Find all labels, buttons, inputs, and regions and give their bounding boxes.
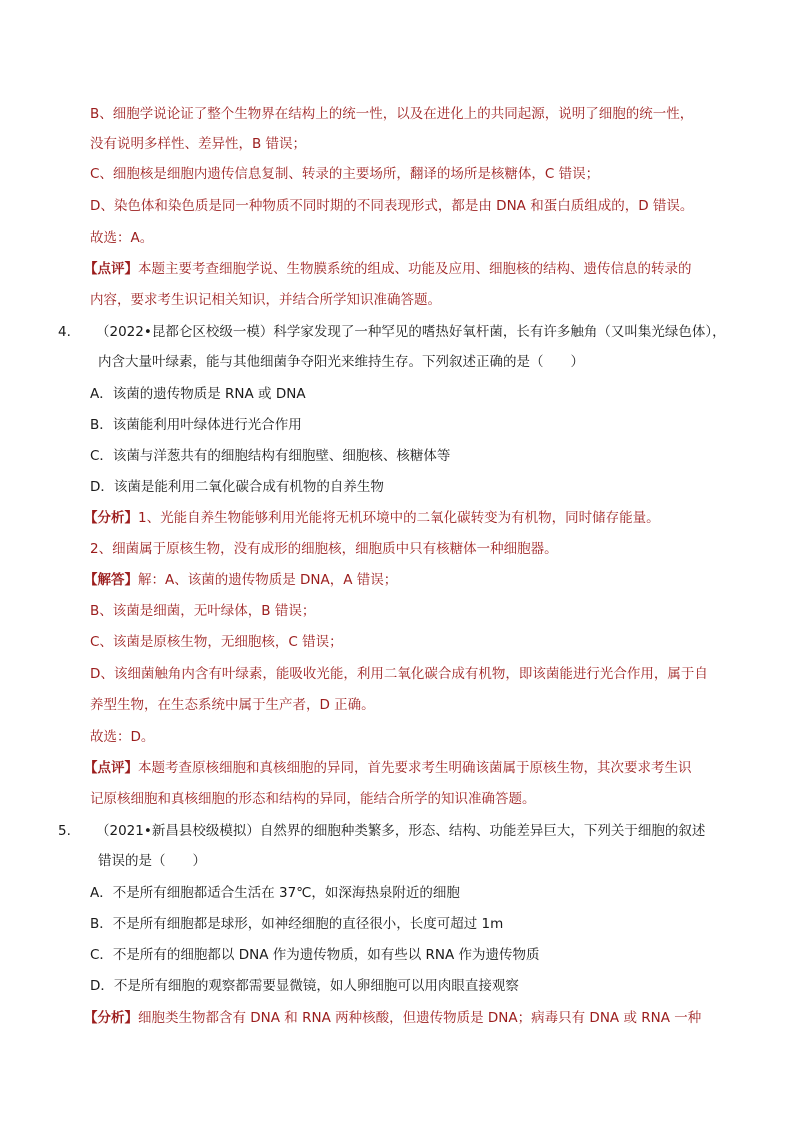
q4-stem-line2: 内含大量叶绿素，能与其他细菌争夺阳光来维持生存。下列叙述正确的是（ ）	[98, 354, 584, 370]
q5-stem-line1: （2021•新昌县校级模拟）自然界的细胞种类繁多，形态、结构、功能差异巨大，下列关于细胞的叙述	[96, 823, 706, 839]
q4-stem-line1: （2022•昆都仑区校级一模）科学家发现了一种罕见的嗜热好氧杆菌，长有许多触角（又叫集光绿色体），	[96, 324, 726, 340]
q3-option-b-explanation-line1: B、细胞学说论证了整个生物界在结构上的统一性，以及在进化上的共同起源，说明了细胞的统一性，	[90, 106, 694, 122]
q3-option-d-explanation: D、染色体和染色质是同一种物质不同时期的不同表现形式，都是由 DNA 和蛋白质组成的，D 错误。	[90, 198, 694, 214]
q4-comment-tag: 【点评】	[84, 760, 138, 776]
q5-option-d: D．不是所有细胞的观察都需要显微镜，如人卵细胞可以用肉眼直接观察	[90, 978, 519, 994]
q5-option-c: C．不是所有的细胞都以 DNA 作为遗传物质，如有些以 RNA 作为遗传物质	[90, 947, 540, 963]
q4-analysis-line1	[84, 508, 660, 528]
q4-solution-line1	[84, 570, 397, 590]
q3-comment-tag: 【点评】	[84, 261, 138, 277]
q4-comment-line2: 记原核细胞和真核细胞的形态和结构的异同，能结合所学的知识准确答题。	[90, 791, 536, 807]
q5-option-a: A．不是所有细胞都适合生活在 37℃，如深海热泉附近的细胞	[90, 885, 460, 901]
q4-number: 4.	[58, 324, 71, 340]
q4-option-c: C．该菌与洋葱共有的细胞结构有细胞壁、细胞核、核糖体等	[90, 448, 451, 464]
q4-analysis-tag: 【分析】	[84, 510, 138, 526]
q4-option-d: D．该菌是能利用二氧化碳合成有机物的自养生物	[90, 479, 384, 495]
q3-comment-text: 本题主要考查细胞学说、生物膜系统的组成、功能及应用、细胞核的结构、遗传信息的转录的	[138, 261, 692, 277]
q4-solution-d-line2: 养型生物，在生态系统中属于生产者，D 正确。	[90, 697, 375, 713]
q5-analysis-line1	[84, 1008, 701, 1028]
q4-analysis-line2: 2、细菌属于原核生物，没有成形的细胞核，细胞质中只有核糖体一种细胞器。	[90, 541, 558, 557]
q3-comment-line2: 内容，要求考生识记相关知识，并结合所学知识准确答题。	[90, 292, 441, 308]
q3-answer: 故选：A。	[90, 230, 154, 246]
q5-analysis-tag: 【分析】	[84, 1010, 138, 1026]
q4-comment-text: 本题考查原核细胞和真核细胞的异同，首先要求考生明确该菌属于原核生物，其次要求考生识	[138, 760, 692, 776]
q4-solution-d-line1: D、该细菌触角内含有叶绿素，能吸收光能，利用二氧化碳合成有机物，即该菌能进行光合作用，属于自	[90, 666, 708, 682]
q5-stem-line2: 错误的是（ ）	[98, 853, 206, 869]
q5-analysis-text: 细胞类生物都含有 DNA 和 RNA 两种核酸，但遗传物质是 DNA；病毒只有 DNA 或 RNA 一种	[138, 1010, 702, 1026]
q4-analysis-text: 1、光能自养生物能够利用光能将无机环境中的二氧化碳转变为有机物，同时储存能量。	[138, 510, 660, 526]
q4-option-a: A．该菌的遗传物质是 RNA 或 DNA	[90, 386, 306, 402]
q4-solution-b: B、该菌是细菌，无叶绿体，B 错误；	[90, 603, 316, 619]
q4-comment-line1	[84, 758, 692, 778]
q5-option-b: B．不是所有细胞都是球形，如神经细胞的直径很小，长度可超过 1m	[90, 916, 504, 932]
q4-solution-tag: 【解答】	[84, 572, 138, 588]
q3-option-c-explanation: C、细胞核是细胞内遗传信息复制、转录的主要场所，翻译的场所是核糖体，C 错误；	[90, 166, 600, 182]
q3-comment-line1	[84, 259, 692, 279]
q4-option-b: B．该菌能利用叶绿体进行光合作用	[90, 417, 302, 433]
q5-number: 5.	[58, 823, 71, 839]
q4-solution-text: 解：A、该菌的遗传物质是 DNA，A 错误；	[138, 572, 398, 588]
q4-answer: 故选：D。	[90, 729, 155, 745]
q3-option-b-explanation-line2: 没有说明多样性、差异性，B 错误；	[90, 136, 307, 152]
q4-solution-c: C、该菌是原核生物，无细胞核，C 错误；	[90, 634, 343, 650]
